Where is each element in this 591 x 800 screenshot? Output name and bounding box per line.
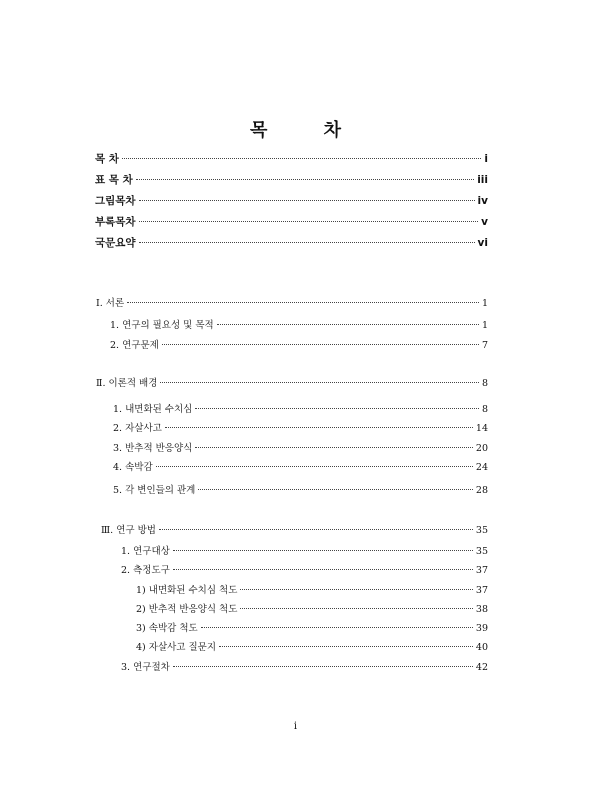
toc-entry-label: 표 목 차 [95,174,133,186]
toc-entry-label: 2. 측정도구 [121,565,170,576]
toc-entry-front-contents[interactable] [95,151,488,167]
toc-entry-front-figures[interactable] [95,193,488,209]
dot-leader [139,242,475,243]
toc-entry-label: Ⅲ. 연구 방법 [101,525,156,536]
toc-entry-label: 그림목차 [95,195,136,207]
toc-entry-label: 3) 속박감 척도 [136,623,198,634]
toc-entry-page: 24 [475,462,488,473]
toc-entry-label: 2. 자살사고 [113,423,162,434]
toc-entry-page: 20 [475,443,488,454]
dot-leader [198,489,473,490]
toc-entry-label: Ⅰ. 서론 [96,298,125,309]
toc-entry-page: v [481,216,488,228]
toc-entry-page: 8 [481,378,488,389]
dot-leader [240,608,473,609]
toc-entry-label: 국문요약 [95,237,136,249]
toc-entry-front-abstract[interactable] [95,235,488,251]
toc-section[interactable] [113,402,488,418]
dot-leader [173,569,473,570]
dot-leader [217,324,479,325]
toc-subsection[interactable] [136,640,488,656]
dot-leader [162,344,479,345]
dot-leader [240,589,473,590]
toc-entry-page: vi [477,237,488,249]
toc-chapter[interactable] [96,296,488,312]
dot-leader [219,646,473,647]
toc-entry-label: 1) 내면화된 수치심 척도 [136,585,238,596]
toc-entry-page: 37 [475,565,488,576]
toc-entry-page: 1 [481,320,488,331]
dot-leader [173,550,473,551]
toc-entry-label: 3. 반추적 반응양식 [113,443,193,454]
toc-entry-label: 목 차 [95,153,119,165]
toc-entry-page: 35 [475,546,488,557]
toc-section[interactable] [113,483,488,499]
toc-entry-label: 5. 각 변인들의 관계 [113,485,196,496]
toc-chapter[interactable] [101,523,488,539]
toc-entry-label: 4. 속박감 [113,462,153,473]
toc-entry-page: 28 [475,485,488,496]
toc-entry-front-appendix[interactable] [95,214,488,230]
toc-section[interactable] [121,660,488,676]
toc-entry-page: 7 [481,340,488,351]
toc-entry-label: 1. 내면화된 수치심 [113,404,193,415]
dot-leader [127,302,479,303]
toc-entry-page: 37 [475,585,488,596]
toc-entry-page: 38 [475,604,488,615]
toc-entry-page: 35 [475,525,488,536]
dot-leader [122,158,481,159]
toc-entry-page: 8 [481,404,488,415]
toc-entry-page: 39 [475,623,488,634]
toc-entry-page: iii [477,174,488,186]
toc-section[interactable] [113,460,488,476]
toc-entry-page: i [484,153,488,165]
toc-entry-label: 1. 연구대상 [121,546,170,557]
toc-entry-label: 2. 연구문제 [110,340,159,351]
toc-subsection[interactable] [136,583,488,599]
toc-subsection[interactable] [136,621,488,637]
toc-entry-label: Ⅱ. 이론적 배경 [96,378,158,389]
toc-entry-page: 40 [475,642,488,653]
toc-entry-label: 2) 반추적 반응양식 척도 [136,604,238,615]
toc-entry-page: 14 [475,423,488,434]
dot-leader [159,529,473,530]
toc-section[interactable] [121,563,488,579]
dot-leader [136,179,474,180]
page-title: 목 차 [249,120,342,141]
dot-leader [195,447,473,448]
toc-section[interactable] [110,318,488,334]
dot-leader [160,382,479,383]
dot-leader [139,200,475,201]
dot-leader [195,408,479,409]
toc-entry-page: 42 [475,662,488,673]
toc-entry-front-tables[interactable] [95,172,488,188]
toc-section[interactable] [113,421,488,437]
dot-leader [173,666,473,667]
toc-section[interactable] [110,338,488,354]
toc-entry-label: 부록목차 [95,216,136,228]
toc-entry-page: iv [477,195,488,207]
dot-leader [139,221,479,222]
toc-entry-label: 1. 연구의 필요성 및 목적 [110,320,214,331]
toc-entry-page: 1 [481,298,488,309]
dot-leader [201,627,473,628]
page-number: i [293,721,298,732]
dot-leader [156,466,473,467]
toc-chapter[interactable] [96,376,488,392]
toc-subsection[interactable] [136,602,488,618]
toc-entry-label: 3. 연구절차 [121,662,170,673]
toc-entry-label: 4) 자살사고 질문지 [136,642,217,653]
toc-section[interactable] [121,544,488,560]
dot-leader [165,427,473,428]
toc-section[interactable] [113,441,488,457]
